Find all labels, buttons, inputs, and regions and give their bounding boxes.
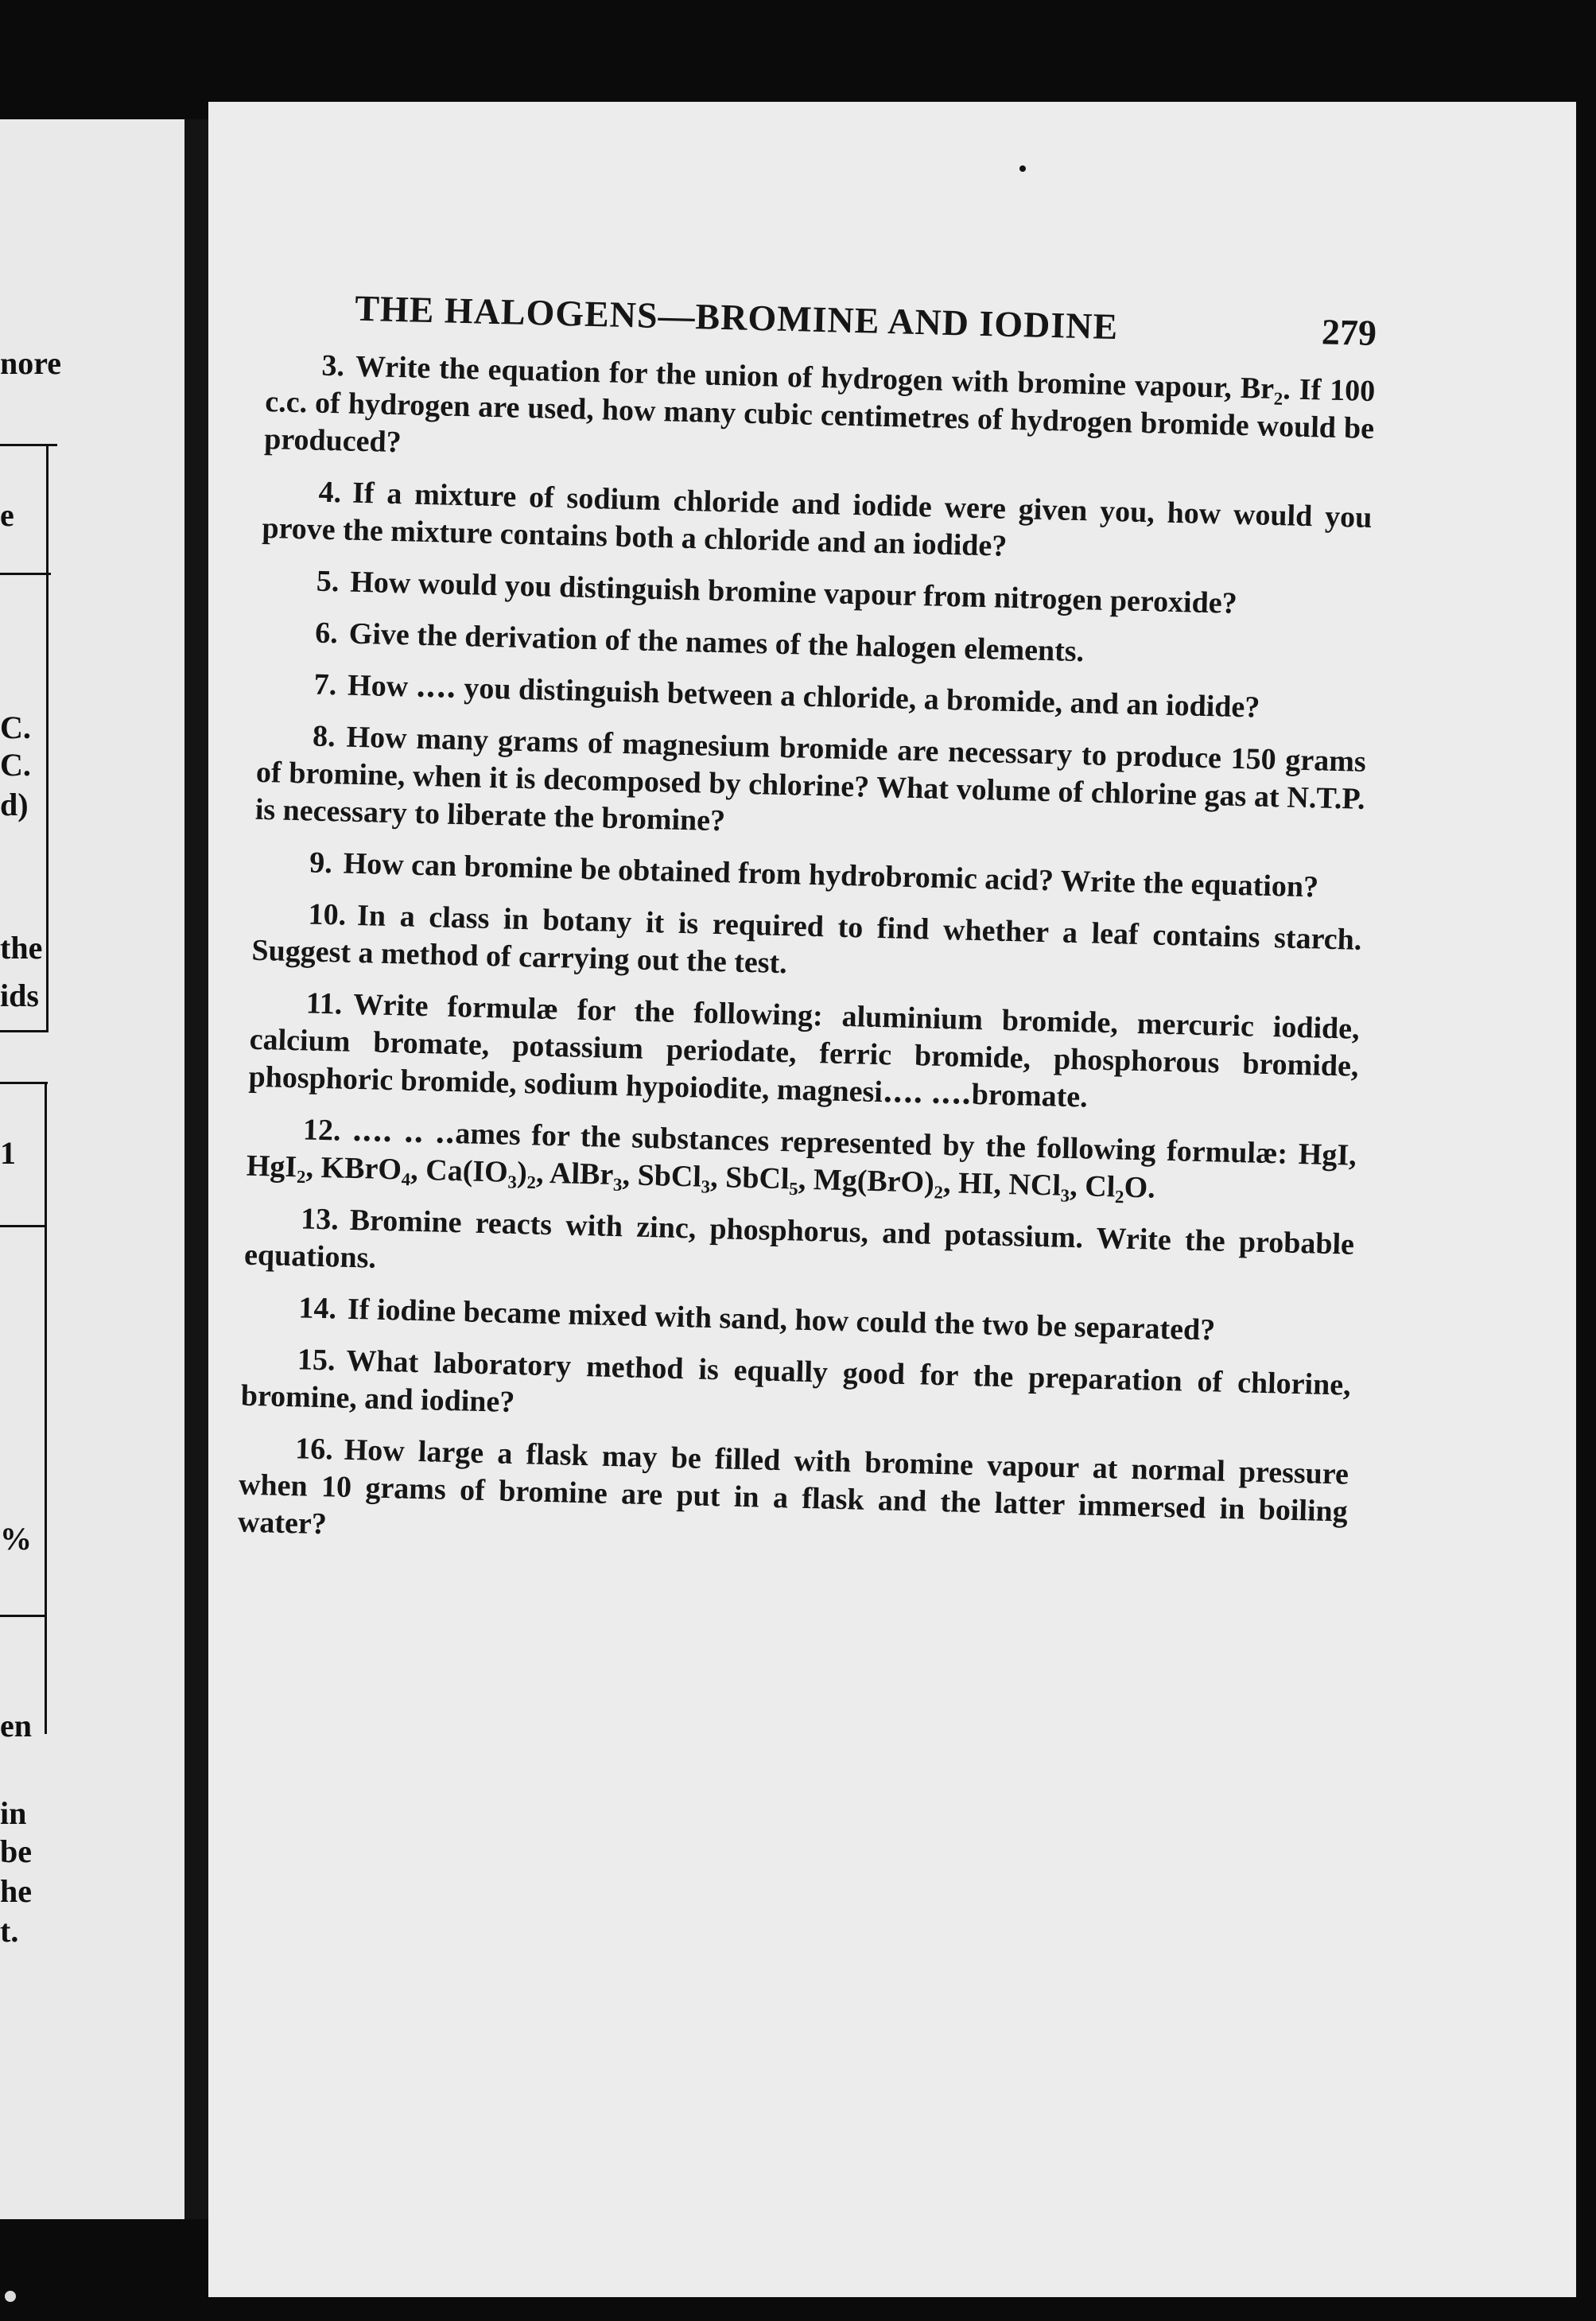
question-text: Give the derivation of the names of the halogen elements.	[348, 616, 1085, 669]
question-number: 7.	[313, 667, 337, 702]
question-number: 3.	[321, 348, 345, 383]
left-page-fragment: d)	[0, 787, 29, 822]
question-item	[244, 1199, 1355, 1301]
left-page-edge	[0, 119, 184, 2219]
question-text: How can bromine be obtained from hydrobromic acid? Write the equation?	[343, 846, 1319, 904]
left-page-rule	[0, 444, 57, 446]
question-item	[237, 1429, 1349, 1569]
question-number: 8.	[312, 719, 336, 754]
question-item	[248, 984, 1360, 1123]
question-item	[246, 1110, 1357, 1212]
page-content	[237, 285, 1377, 1583]
left-page-rule	[0, 1082, 48, 1084]
question-text: What laboratory method is equally good for the preparation of chlorine, bromine, and iodine?	[240, 1343, 1352, 1419]
question-text: How ‥‥ you distinguish between a chloride, a bromide, and an iodide?	[347, 668, 1260, 725]
question-item	[251, 895, 1362, 997]
left-page-fragment: %	[0, 1521, 32, 1557]
left-page-fragment: ids	[0, 978, 39, 1013]
question-number: 15.	[297, 1343, 336, 1378]
question-number: 9.	[309, 846, 333, 881]
left-page-fragment: C.	[0, 747, 31, 783]
question-number: 10.	[308, 897, 347, 932]
main-page	[208, 102, 1576, 2297]
left-page-table-border	[46, 444, 49, 1032]
question-item	[254, 843, 1364, 908]
question-text: Write formulæ for the following: aluminium bromide, mercuric iodide, calcium bromate, potassium periodate, ferric bromide, phosphorous bromide, phosphoric bromide, sodium hypoiodite, magnesi‥‥ ‥‥bromate.	[248, 987, 1361, 1114]
question-item	[264, 346, 1376, 485]
left-page-fragment: the	[0, 930, 43, 966]
left-page-rule	[0, 1615, 46, 1617]
question-item	[262, 472, 1373, 574]
question-text: How large a flask may be filled with bromine vapour at normal pressure when 10 grams of bromine are put in a flask and the latter immersed in boiling water?	[237, 1433, 1349, 1542]
speck	[1019, 165, 1026, 172]
question-text: ‥‥ ‥ ‥ames for the substances represented by the following formulæ: HgI, HgI₂, KBrO₄, Ca(IO₃)₂, AlBr₃, SbCl₃, SbCl₅, Mg(BrO)₂, HI, NCl₃, Cl₂O.	[246, 1114, 1357, 1205]
left-page-rule	[0, 573, 51, 575]
question-item	[254, 717, 1366, 856]
left-page-fragment: he	[0, 1873, 32, 1909]
left-page-table-border	[45, 1082, 47, 1734]
question-text: How many grams of magnesium bromide are necessary to produce 150 grams of bromine, when it is decomposed by chlorine? What volume of chlorine gas at N.T.P. is necessary to liberate the bromine?	[254, 720, 1367, 838]
question-text: In a class in botany it is required to find whether a leaf contains starch. Suggest a method of carrying out the test.	[251, 898, 1362, 981]
question-item	[260, 562, 1370, 626]
question-item	[240, 1340, 1351, 1442]
left-page-fragment: e	[0, 497, 14, 533]
question-number: 12.	[302, 1113, 342, 1148]
question-text: Write the equation for the union of hydrogen with bromine vapour, Br₂. If 100 c.c. of hydrogen are used, how many cubic centimetres of hydrogen bromide would be produced?	[263, 349, 1376, 460]
question-text: If iodine became mixed with sand, how could the two be separated?	[347, 1292, 1216, 1347]
question-list	[237, 346, 1375, 1569]
question-item	[258, 665, 1368, 729]
left-page-fragment: C.	[0, 710, 31, 745]
question-number: 11.	[305, 986, 343, 1021]
question-number: 5.	[316, 564, 340, 599]
left-page-fragment: t.	[0, 1913, 19, 1949]
left-page-fragment: 1	[0, 1135, 16, 1171]
left-page-rule	[0, 1225, 46, 1227]
question-number: 16.	[294, 1432, 334, 1467]
left-page-fragment: nore	[0, 345, 62, 381]
corner-speck	[5, 2291, 16, 2302]
question-number: 4.	[318, 475, 342, 510]
question-text: If a mixture of sodium chloride and iodide were given you, how would you prove the mixture contains both a chloride and an iodide?	[262, 476, 1373, 563]
question-item	[243, 1289, 1353, 1353]
left-page-rule	[0, 1030, 48, 1032]
question-number: 6.	[314, 616, 339, 651]
question-number: 14.	[298, 1291, 337, 1326]
page-number: 279	[1321, 311, 1377, 354]
question-text: How would you distinguish bromine vapour from nitrogen peroxide?	[349, 565, 1238, 620]
running-title: THE HALOGENS—BROMINE AND IODINE	[354, 287, 1119, 348]
question-text: Bromine reacts with zinc, phosphorus, and potassium. Write the probable equations.	[243, 1203, 1355, 1275]
left-page-fragment: be	[0, 1833, 32, 1869]
book-spine-gutter	[184, 119, 208, 2219]
left-page-fragment: in	[0, 1795, 27, 1831]
question-item	[259, 613, 1369, 678]
question-number: 13.	[300, 1202, 340, 1237]
running-head	[355, 287, 1377, 354]
left-page-fragment: en	[0, 1708, 32, 1744]
